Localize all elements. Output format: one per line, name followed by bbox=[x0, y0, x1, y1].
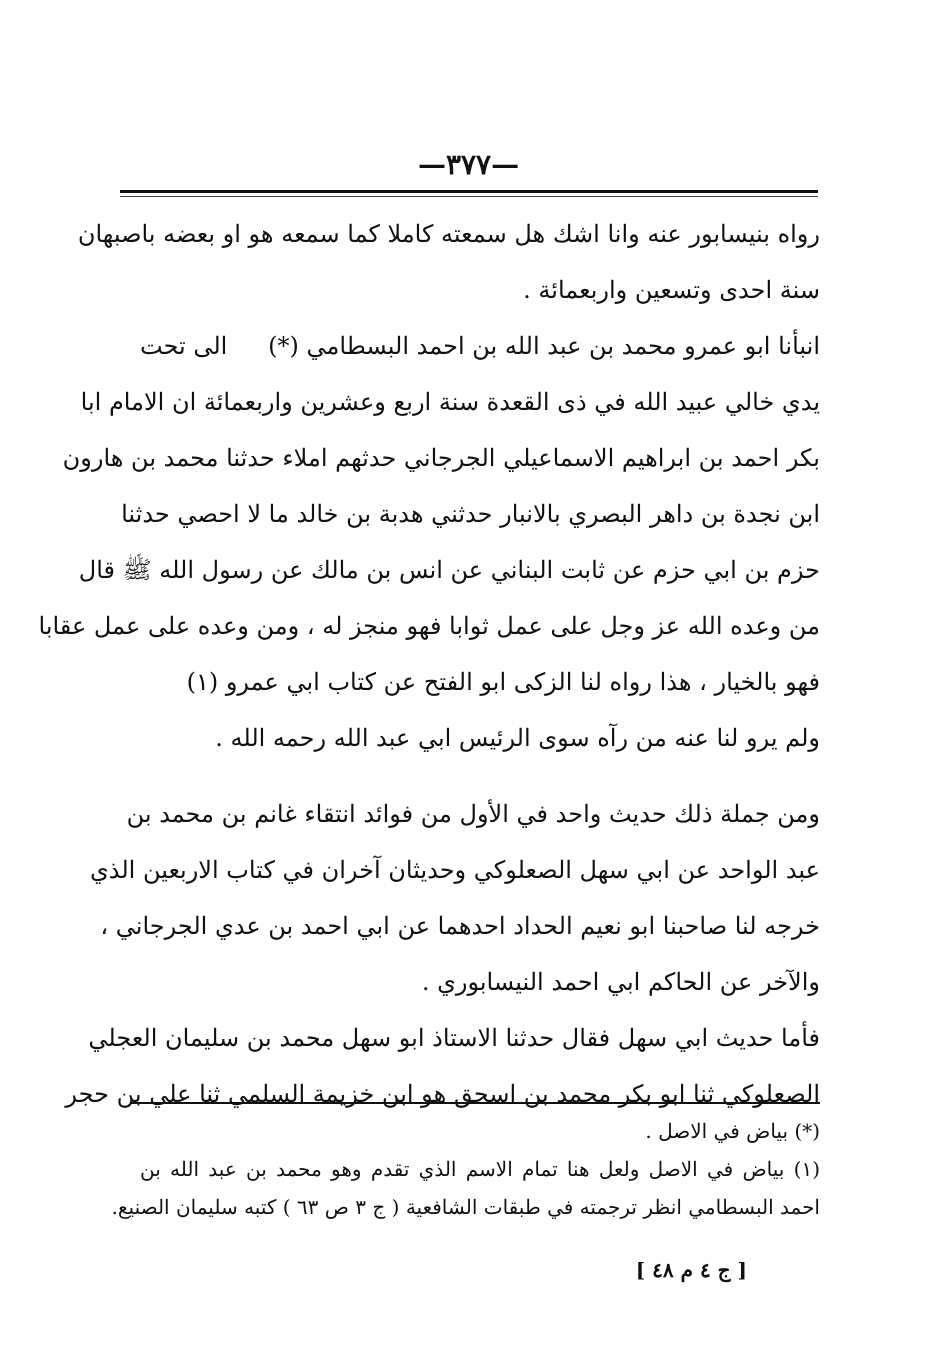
paragraph-gap bbox=[140, 766, 820, 786]
header-rule-thin bbox=[120, 196, 818, 197]
main-text bbox=[38, 206, 820, 1122]
isnad-line-left: الى تحت bbox=[140, 332, 228, 360]
isnad-line bbox=[140, 318, 820, 374]
signature-mark: [ ج ٤ م ٤٨ ] bbox=[635, 1258, 747, 1282]
text-line: الصعلوكي ثنا ابو بكر محمد بن اسحق هو ابن خزيمة السلمي ثنا علي بن حجر bbox=[65, 1080, 820, 1108]
text-line: ومن جملة ذلك حديث واحد في الأول من فوائد انتقاء غانم بن محمد بن bbox=[126, 800, 820, 828]
text-line: فهو بالخيار ، هذا رواه لنا الزكى ابو الفتح عن كتاب ابي عمرو (١) bbox=[186, 668, 820, 696]
text-line: رواه بنيسابور عنه وانا اشك هل سمعته كاملا كما سمعه هو او بعضه باصبهان bbox=[77, 220, 820, 248]
text-line: والآخر عن الحاكم ابي احمد النيسابوري . bbox=[421, 968, 820, 996]
footnote-line: احمد البسطامي انظر ترجمته في طبقات الشافعية ( ج ٣ ص ٦٣ ) كتبه سليمان الصنيع. bbox=[111, 1195, 820, 1219]
text-line: يدي خالي عبيد الله في ذى القعدة سنة اربع وعشرين واربعمائة ان الامام ابا bbox=[80, 388, 820, 416]
text-line: فأما حديث ابي سهل فقال حدثنا الاستاذ ابو سهل محمد بن سليمان العجلي bbox=[88, 1024, 820, 1052]
text-line: حزم بن ابي حزم عن ثابت البناني عن انس بن مالك عن رسول الله ﷺ قال bbox=[78, 556, 820, 584]
text-line: بكر احمد بن ابراهيم الاسماعيلي الجرجاني حدثهم املاء حدثنا محمد بن هارون bbox=[62, 444, 820, 472]
footnote-line: (*) بياض في الاصل . bbox=[645, 1119, 820, 1143]
text-line: من وعده الله عز وجل على عمل ثوابا فهو منجز له ، ومن وعده على عمل عقابا bbox=[38, 612, 820, 640]
footnote-rule bbox=[130, 1102, 820, 1104]
footnotes bbox=[111, 1112, 820, 1226]
page-number: —٣٧٧— bbox=[417, 148, 520, 181]
footnote-line: (١) بياض في الاصل ولعل هنا تمام الاسم الذي تقدم وهو محمد بن عبد الله بن bbox=[140, 1157, 820, 1181]
text-line: خرجه لنا صاحبنا ابو نعيم الحداد احدهما عن ابي احمد بن عدي الجرجاني ، bbox=[100, 912, 820, 940]
text-line: ابن نجدة بن داهر البصري بالانبار حدثني هدبة بن خالد ما لا احصي حدثنا bbox=[121, 500, 820, 528]
header-rule bbox=[120, 190, 818, 193]
isnad-line-right: انبأنا ابو عمرو محمد بن عبد الله بن احمد البسطامي (*) bbox=[268, 332, 820, 360]
text-line: سنة احدى وتسعين واربعمائة . bbox=[523, 276, 820, 304]
text-line: ولم يرو لنا عنه من رآه سوى الرئيس ابي عبد الله رحمه الله . bbox=[215, 724, 820, 752]
text-line: عبد الواحد عن ابي سهل الصعلوكي وحديثان آخران في كتاب الاربعين الذي bbox=[89, 856, 820, 884]
